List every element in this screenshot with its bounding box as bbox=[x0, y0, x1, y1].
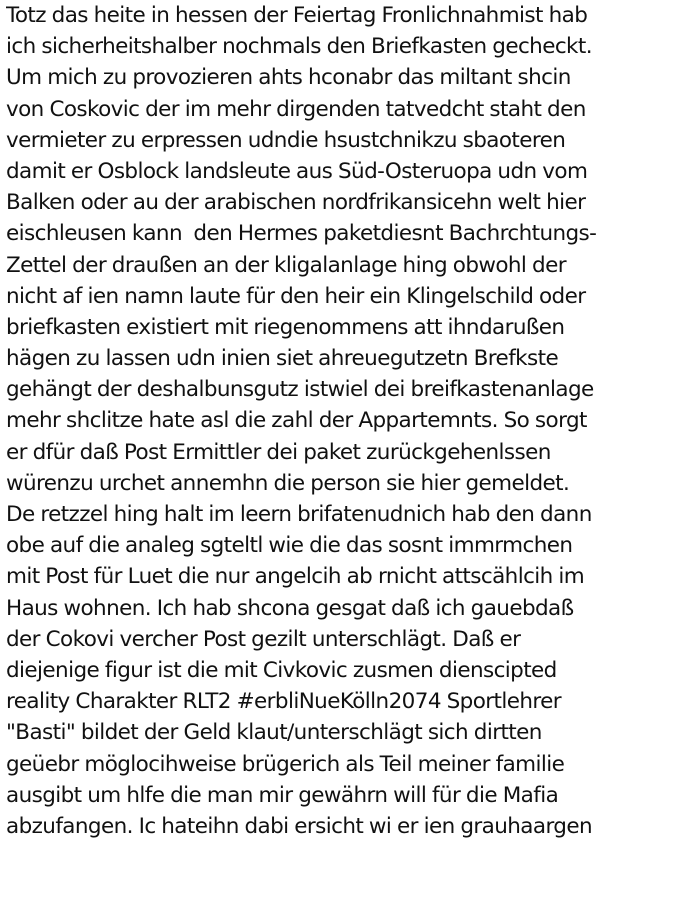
text-line: eischleusen kann den Hermes paketdiesnt Bachrchtungs- bbox=[6, 221, 597, 247]
text-line: briefkasten existiert mit riegenommens att ihndarußen bbox=[6, 314, 565, 340]
text-line: reality Charakter RLT2 #erbliNueKölln2074 Sportlehrer bbox=[6, 689, 562, 715]
text-line: diejenige figur ist die mit Civkovic zusmen dienscipted bbox=[6, 657, 557, 683]
text-line: obe auf die analeg sgteltl wie die das sosnt immrmchen bbox=[6, 533, 573, 559]
text-line: Balken oder au der arabischen nordfrikansicehn welt hier bbox=[6, 190, 586, 216]
text-line: vermieter zu erpressen udndie hsustchnikzu sbaoteren bbox=[6, 127, 566, 153]
text-line: geüebr möglocihweise brügerich als Teil meiner familie bbox=[6, 751, 565, 777]
text-line: Totz das heite in hessen der Feiertag Fronlichnahmist hab bbox=[6, 3, 588, 28]
text-line: ausgibt um hlfe die man mir gewährn will für die Mafia bbox=[6, 782, 559, 808]
text-line: abzufangen. Ic hateihn dabi ersicht wi er ien grauhaargen bbox=[6, 813, 593, 839]
text-line: damit er Osblock landsleute aus Süd-Osteruopa udn vom bbox=[6, 158, 588, 184]
text-line: nicht af ien namn laute für den heir ein Klingelschild oder bbox=[6, 283, 586, 309]
text-line: hägen zu lassen udn inien siet ahreuegutzetn Brefkste bbox=[6, 346, 559, 372]
text-line: ich sicherheitshalber nochmals den Briefkasten gecheckt. bbox=[6, 34, 592, 60]
text-line: von Coskovic der im mehr dirgenden tatvedcht staht den bbox=[6, 96, 586, 122]
text-line: er dfür daß Post Ermittler dei paket zurückgehenlssen bbox=[6, 439, 551, 465]
text-line: mehr shclitze hate asl die zahl der Appartemnts. So sorgt bbox=[6, 408, 587, 434]
text-line: der Cokovi vercher Post gezilt unterschlägt. Daß er bbox=[6, 626, 521, 652]
text-line: De retzzel hing halt im leern brifatenudnich hab den dann bbox=[6, 502, 592, 527]
text-line: mit Post für Luet die nur angelcih ab rnicht attscählcih im bbox=[6, 564, 585, 590]
text-line: Haus wohnen. Ich hab shcona gesgat daß ich gauebdaß bbox=[6, 595, 574, 621]
text-line: "Basti" bildet der Geld klaut/unterschlägt sich dirtten bbox=[6, 720, 542, 746]
document-body bbox=[6, 0, 682, 842]
text-line: gehängt der deshalbunsgutz istwiel dei breifkastenanlage bbox=[6, 377, 594, 403]
text-line: Um mich zu provozieren ahts hconabr das miltant shcin bbox=[6, 65, 571, 91]
text-line: würenzu urchet annemhn die person sie hier gemeldet. bbox=[6, 470, 570, 496]
text-line: Zettel der draußen an der kligalanlage hing obwohl der bbox=[6, 252, 566, 278]
